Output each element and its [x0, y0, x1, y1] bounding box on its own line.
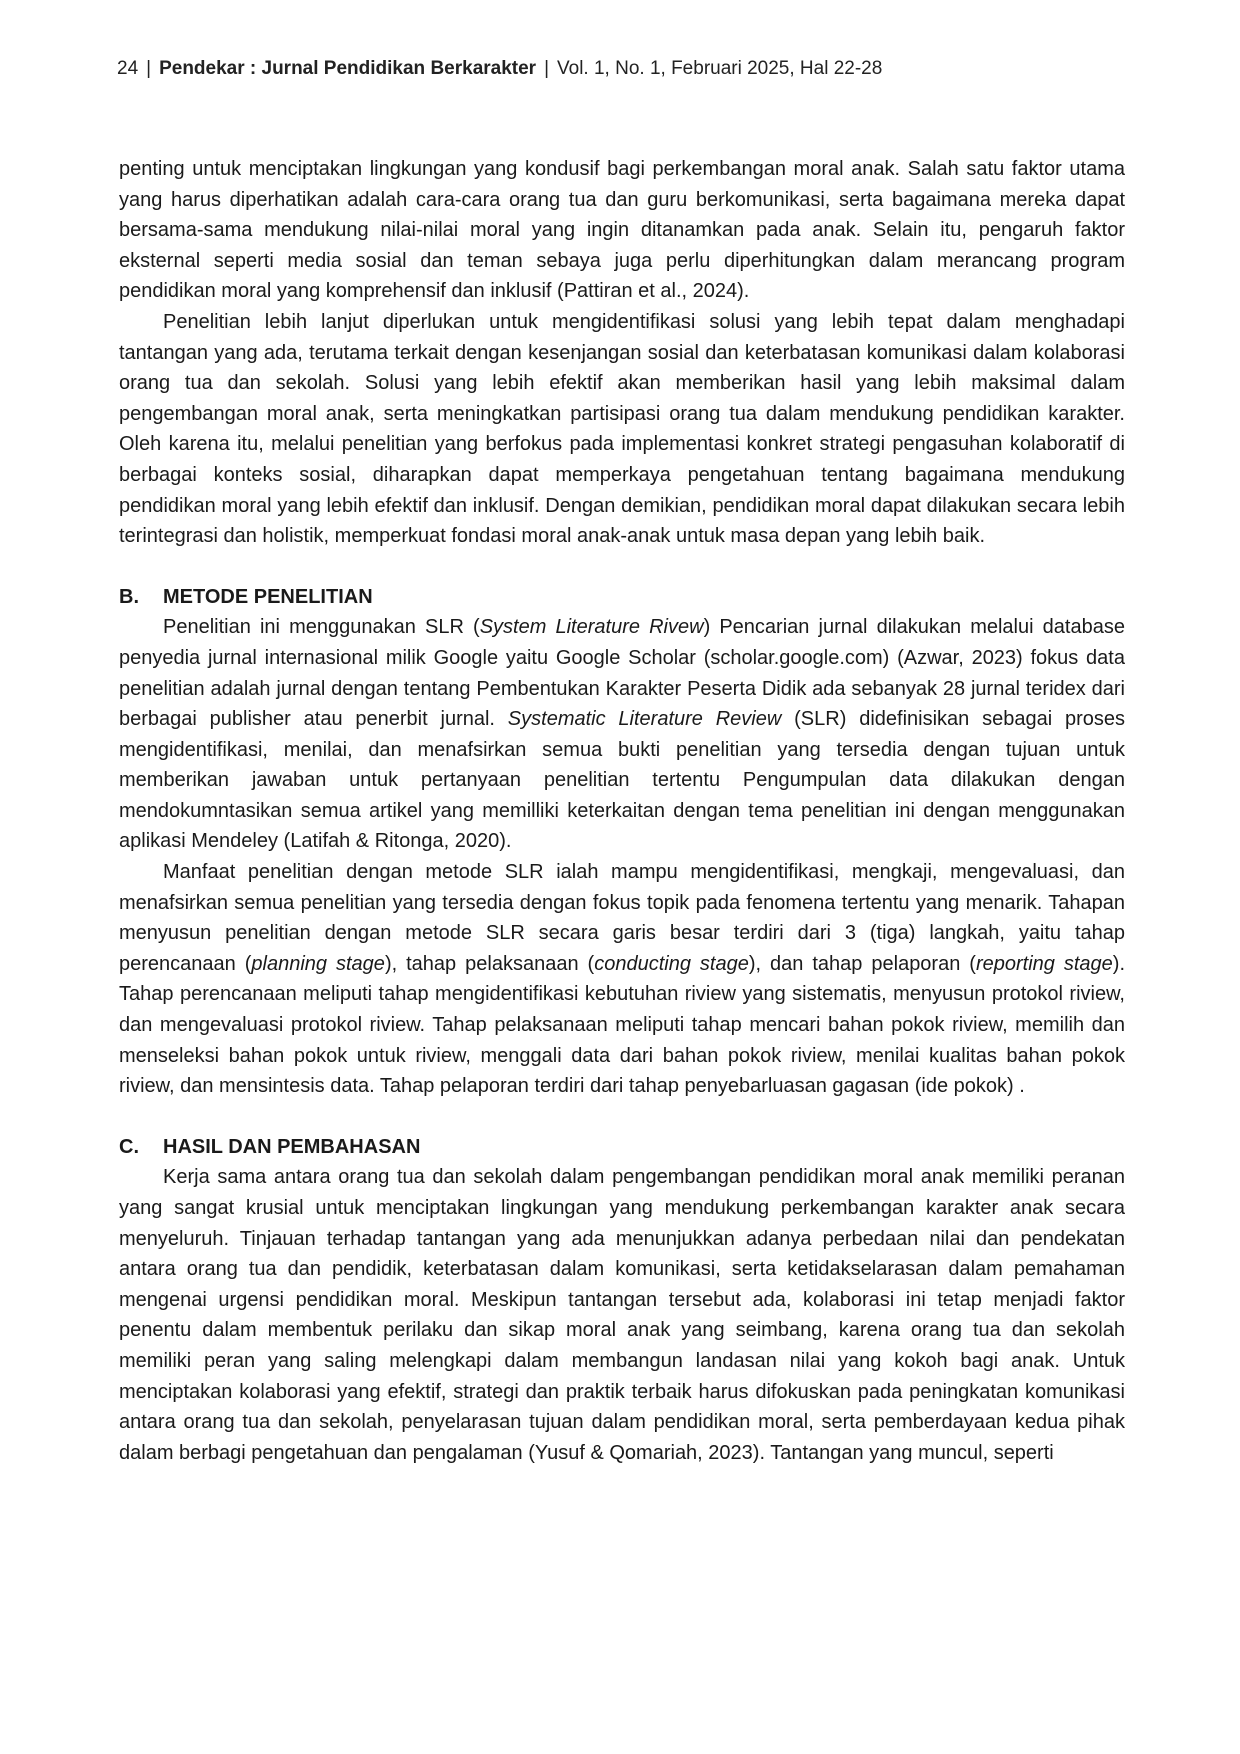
header-separator: | — [146, 58, 152, 79]
page-number: 24 — [117, 58, 139, 79]
paragraph — [119, 612, 1125, 857]
italic-term: System Literature Rivew — [479, 616, 704, 639]
journal-title: Pendekar : Jurnal Pendidikan Berkarakter — [159, 58, 537, 79]
italic-term: planning stage — [251, 952, 385, 975]
section-heading-c — [119, 1132, 1125, 1163]
header-separator-2: | — [544, 58, 550, 79]
text-run: Penelitian ini menggunakan SLR ( — [163, 616, 480, 639]
paragraph: Penelitian lebih lanjut diperlukan untuk mengidentifikasi solusi yang lebih tepat dalam menghadapi tantangan yang ada, terutama terkait dengan kesenjangan sosial dan keterbatasan komunikasi dalam kolaborasi orang tua dan sekolah. Solusi yang lebih efektif akan memberikan hasil yang lebih maksimal dalam pengembangan moral anak, serta meningkatkan partisipasi orang tua dalam mendukung pendidikan karakter. Oleh karena itu, melalui penelitian yang berfokus pada implementasi konkret strategi pengasuhan kolaboratif di berbagai konteks sosial, diharapkan dapat memperkaya pengetahuan tentang bagaimana mendukung pendidikan moral yang lebih efektif dan inklusif. Dengan demikian, pendidikan moral dapat dilakukan secara lebih terintegrasi dan holistik, memperkuat fondasi moral anak-anak untuk masa depan yang lebih baik. — [119, 310, 1125, 548]
text-run: ) Pencarian jurnal dilakukan melalui database penyedia jurnal internasional milik Google yaitu Google Scholar (scholar.google.com) (Azwar, 2023) fokus data penelitian adalah jurnal dengan tentang Pembentukan Karakter Peserta Didik ada sebanyak 28 jurnal teridex dari berbagai publisher atau penerbit jurnal. — [119, 616, 1125, 731]
text-run: ), dan tahap pelaporan ( — [748, 952, 976, 975]
text-run: ). Tahap perencanaan meliputi tahap mengidentifikasi kebutuhan riview yang sistematis, menyusun protokol riview, dan mengevaluasi protokol riview. Tahap pelaksanaan meliputi tahap mencari bahan pokok riview, memilih dan menseleksi bahan pokok untuk riview, menggali data dari bahan pokok riview, menilai kualitas bahan pokok riview, dan mensintesis data. Tahap pelaporan terdiri dari tahap penyebarluasan gagasan (ide pokok) . — [119, 952, 1126, 1098]
section-title: METODE PENELITIAN — [163, 585, 373, 608]
issue-info: Vol. 1, No. 1, Februari 2025, Hal 22-28 — [557, 58, 883, 79]
italic-term: Systematic Literature Review — [507, 708, 782, 731]
article-body — [119, 154, 1125, 1468]
section-number: B. — [119, 585, 139, 608]
section-heading-b — [119, 582, 1125, 613]
italic-term: conducting stage — [594, 952, 749, 975]
text-run: (SLR) didefinisikan sebagai proses mengidentifikasi, menilai, dan menafsirkan semua bukti penelitian yang tersedia dengan tujuan untuk memberikan jawaban untuk pertanyaan penelitian tertentu Pengumpulan data dilakukan dengan mendokumntasikan semua artikel yang memilliki keterkaitan dengan tema penelitian ini dengan menggunakan aplikasi Mendeley (Latifah & Ritonga, 2020). — [119, 708, 1126, 853]
text-run: Manfaat penelitian dengan metode SLR ialah mampu mengidentifikasi, mengkaji, mengevaluasi, dan menafsirkan semua penelitian yang tersedia dengan fokus topik pada fenomena tertentu yang menarik. Tahapan menyusun penelitian dengan metode SLR secara garis besar terdiri dari 3 (tiga) langkah, yaitu tahap perencanaan ( — [119, 861, 1125, 975]
paragraph: penting untuk menciptakan lingkungan yang kondusif bagi perkembangan moral anak. Salah satu faktor utama yang harus diperhatikan adalah cara-cara orang tua dan guru berkomunikasi, serta bagaimana mereka dapat bersama-sama mendukung nilai-nilai moral yang ingin ditanamkan pada anak. Selain itu, pengaruh faktor eksternal seperti media sosial dan teman sebaya juga perlu diperhitungkan dalam merancang program pendidikan moral yang komprehensif dan inklusif (Pattiran et al., 2024). — [119, 158, 1125, 303]
paragraph — [119, 857, 1125, 1102]
paragraph: Kerja sama antara orang tua dan sekolah dalam pengembangan pendidikan moral anak memiliki peranan yang sangat krusial untuk menciptakan lingkungan yang mendukung perkembangan karakter anak secara menyeluruh. Tinjauan terhadap tantangan yang ada menunjukkan adanya perbedaan nilai dan pendekatan antara orang tua dan pendidik, keterbatasan dalam komunikasi, serta ketidakselarasan dalam pemahaman mengenai urgensi pendidikan moral. Meskipun tantangan tersebut ada, kolaborasi ini tetap menjadi faktor penentu dalam membentuk perilaku dan sikap moral anak yang seimbang, karena orang tua dan sekolah memiliki peran yang saling melengkapi dalam membangun landasan nilai yang kokoh bagi anak. Untuk menciptakan kolaborasi yang efektif, strategi dan praktik terbaik harus difokuskan pada peningkatan komunikasi antara orang tua dan sekolah, penyelarasan tujuan dalam pendidikan moral, serta pemberdayaan kedua pihak dalam berbagi pengetahuan dan pengalaman (Yusuf & Qomariah, 2023). Tantangan yang muncul, seperti — [119, 1166, 1125, 1464]
section-number: C. — [119, 1135, 139, 1158]
section-title: HASIL DAN PEMBAHASAN — [163, 1135, 421, 1158]
italic-term: reporting stage — [975, 952, 1113, 975]
text-run: ), tahap pelaksanaan ( — [384, 952, 595, 975]
running-header — [117, 56, 1127, 82]
